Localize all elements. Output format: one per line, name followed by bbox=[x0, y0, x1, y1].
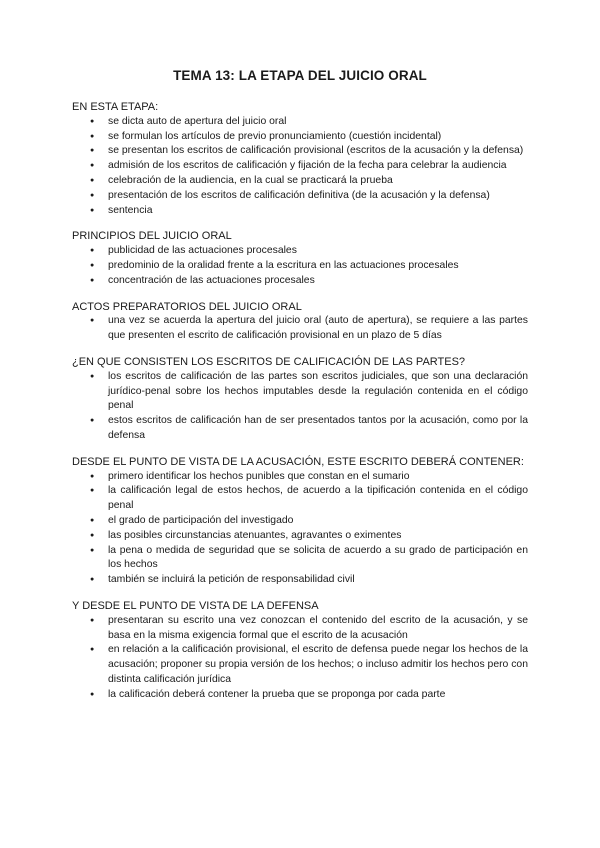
list-item: ● una vez se acuerda la apertura del juicio oral (auto de apertura), se requiere a las partes que presenten el escrito de calificación provisional en un plazo de 5 días bbox=[108, 314, 528, 344]
list-item: ● las posibles circunstancias atenuantes, agravantes o eximentes bbox=[108, 529, 528, 544]
section-en-esta-etapa bbox=[72, 100, 528, 218]
list-item: ● también se incluirá la petición de responsabilidad civil bbox=[108, 573, 528, 588]
bullet-list bbox=[72, 470, 528, 588]
section-escritos-calificacion bbox=[72, 355, 528, 444]
list-item: ● en relación a la calificación provisional, el escrito de defensa puede negar los hechos de la acusación; proponer su propia versión de los hechos; o incluso admitir los hechos pero con distinta calificación jurídica bbox=[108, 643, 528, 687]
bullet-list bbox=[72, 314, 528, 344]
list-item: ● admisión de los escritos de calificación y fijación de la fecha para celebrar la audiencia bbox=[108, 159, 528, 174]
section-heading: ¿EN QUE CONSISTEN LOS ESCRITOS DE CALIFICACIÓN DE LAS PARTES? bbox=[72, 355, 466, 368]
list-item: ● la pena o medida de seguridad que se solicita de acuerdo a su grado de participación en los hechos bbox=[108, 544, 528, 574]
list-item: ● celebración de la audiencia, en la cual se practicará la prueba bbox=[108, 174, 528, 189]
list-item: ● predominio de la oralidad frente a la escritura en las actuaciones procesales bbox=[108, 259, 528, 274]
list-item: ● estos escritos de calificación han de ser presentados tantos por la acusación, como por la defensa bbox=[108, 414, 528, 444]
section-defensa bbox=[72, 599, 528, 703]
list-item: ● presentaran su escrito una vez conozcan el contenido del escrito de la acusación, y se basa en la misma exigencia formal que el escrito de la acusación bbox=[108, 614, 528, 644]
section-actos-preparatorios bbox=[72, 300, 528, 344]
list-item: ● la calificación deberá contener la prueba que se proponga por cada parte bbox=[108, 688, 528, 703]
list-item: ● el grado de participación del investigado bbox=[108, 514, 528, 529]
list-item: ● sentencia bbox=[108, 204, 528, 219]
section-principios bbox=[72, 229, 528, 288]
list-item: ● primero identificar los hechos punibles que constan en el sumario bbox=[108, 470, 528, 485]
section-heading: ACTOS PREPARATORIOS DEL JUICIO ORAL bbox=[72, 300, 302, 313]
list-item: ● publicidad de las actuaciones procesales bbox=[108, 244, 528, 259]
section-heading: PRINCIPIOS DEL JUICIO ORAL bbox=[72, 230, 232, 243]
section-heading: Y DESDE EL PUNTO DE VISTA DE LA DEFENSA bbox=[72, 599, 319, 612]
section-heading: EN ESTA ETAPA: bbox=[72, 101, 159, 113]
list-item: ● se formulan los artículos de previo pronunciamiento (cuestión incidental) bbox=[108, 130, 528, 145]
bullet-list bbox=[72, 614, 528, 703]
list-item: ● se dicta auto de apertura del juicio oral bbox=[108, 115, 528, 130]
list-item: ● presentación de los escritos de calificación definitiva (de la acusación y la defensa) bbox=[108, 189, 528, 204]
list-item: ● concentración de las actuaciones procesales bbox=[108, 274, 528, 289]
list-item: ● los escritos de calificación de las partes son escritos judiciales, que son una declaración jurídico-penal sobre los hechos imputables desde la regulación contenida en el código penal bbox=[108, 370, 528, 414]
bullet-list bbox=[72, 244, 528, 288]
section-heading: DESDE EL PUNTO DE VISTA DE LA ACUSACIÓN, ESTE ESCRITO DEBERÁ CONTENER: bbox=[72, 455, 524, 468]
bullet-list bbox=[72, 370, 528, 444]
page-title: TEMA 13: LA ETAPA DEL JUICIO ORAL bbox=[173, 68, 427, 83]
list-item: ● se presentan los escritos de calificación provisional (escritos de la acusación y la defensa) bbox=[108, 144, 528, 159]
list-item: ● la calificación legal de estos hechos, de acuerdo a la tipificación contenida en el código penal bbox=[108, 484, 528, 514]
bullet-list bbox=[72, 115, 528, 219]
section-acusacion bbox=[72, 455, 528, 588]
